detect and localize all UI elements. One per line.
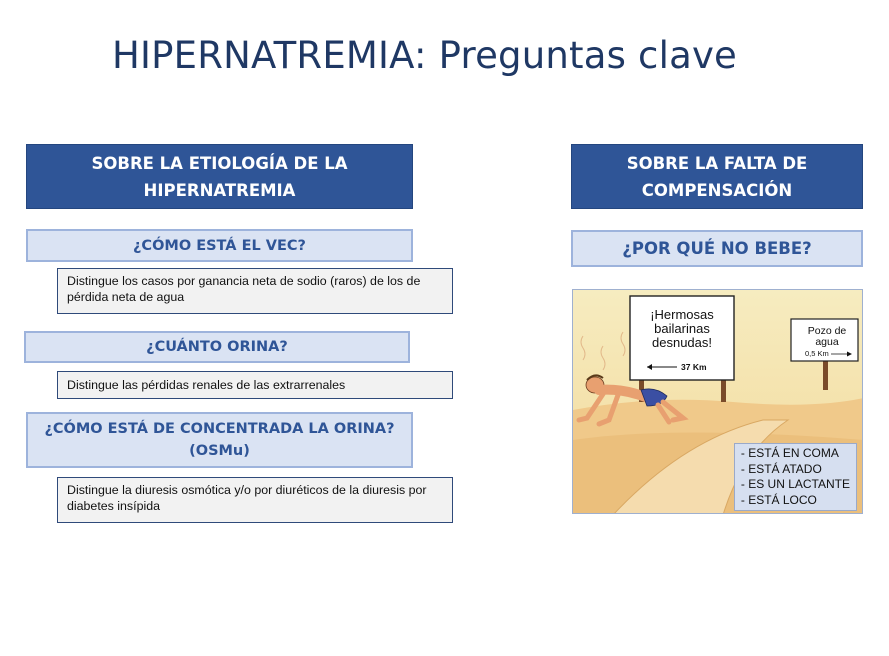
slide-title: HIPERNATREMIA: Preguntas clave (111, 34, 738, 77)
sign1-line2: bailarinas (654, 321, 710, 336)
question-why-not-drink (571, 230, 863, 267)
sign2-distance: 0,5 Km (805, 349, 829, 358)
note-urine-volume-text: Distingue las pérdidas renales de las extrarrenales (67, 378, 346, 392)
desert-cartoon (572, 289, 863, 514)
question-urine-concentration-line1: ¿CÓMO ESTÁ DE CONCENTRADA LA ORINA? (44, 421, 395, 437)
question-vec (26, 229, 413, 262)
question-urine-volume-label: ¿CUÁNTO ORINA? (146, 339, 288, 355)
reason-item: - ES UN LACTANTE (740, 477, 850, 491)
reasons-list (734, 443, 857, 511)
note-urine-volume (57, 371, 453, 399)
reason-item: - ESTÁ ATADO (740, 461, 822, 476)
sign1-line1: ¡Hermosas (650, 307, 714, 322)
sign1-distance: 37 Km (681, 362, 707, 372)
question-urine-concentration (26, 412, 413, 468)
note-vec-text: Distingue los casos por ganancia neta de sodio (raros) de los de pérdida neta de agua (67, 274, 421, 304)
question-why-not-drink-label: ¿POR QUÉ NO BEBE? (622, 238, 812, 258)
compensation-header (571, 144, 863, 209)
compensation-header-line2: COMPENSACIÓN (641, 180, 793, 200)
note-urine-concentration (57, 477, 453, 523)
sign2-line2: agua (815, 336, 839, 348)
note-urine-concentration-text: Distingue la diuresis osmótica y/o por diuréticos de la diuresis por diabetes insípida (67, 483, 427, 513)
compensation-header-line1: SOBRE LA FALTA DE (626, 153, 808, 173)
sign2-line1: Pozo de (807, 325, 847, 337)
etiology-header (26, 144, 413, 209)
etiology-header-line1: SOBRE LA ETIOLOGÍA DE LA (91, 153, 348, 173)
reason-item: - ESTÁ LOCO (740, 492, 817, 507)
etiology-header-line2: HIPERNATREMIA (143, 180, 296, 200)
question-vec-label: ¿CÓMO ESTÁ EL VEC? (133, 237, 306, 254)
reason-item: - ESTÁ EN COMA (740, 446, 839, 460)
question-urine-concentration-line2: (OSMu) (189, 443, 250, 459)
question-urine-volume (24, 331, 410, 363)
note-vec (57, 268, 453, 314)
sign1-line3: desnudas! (652, 335, 712, 350)
